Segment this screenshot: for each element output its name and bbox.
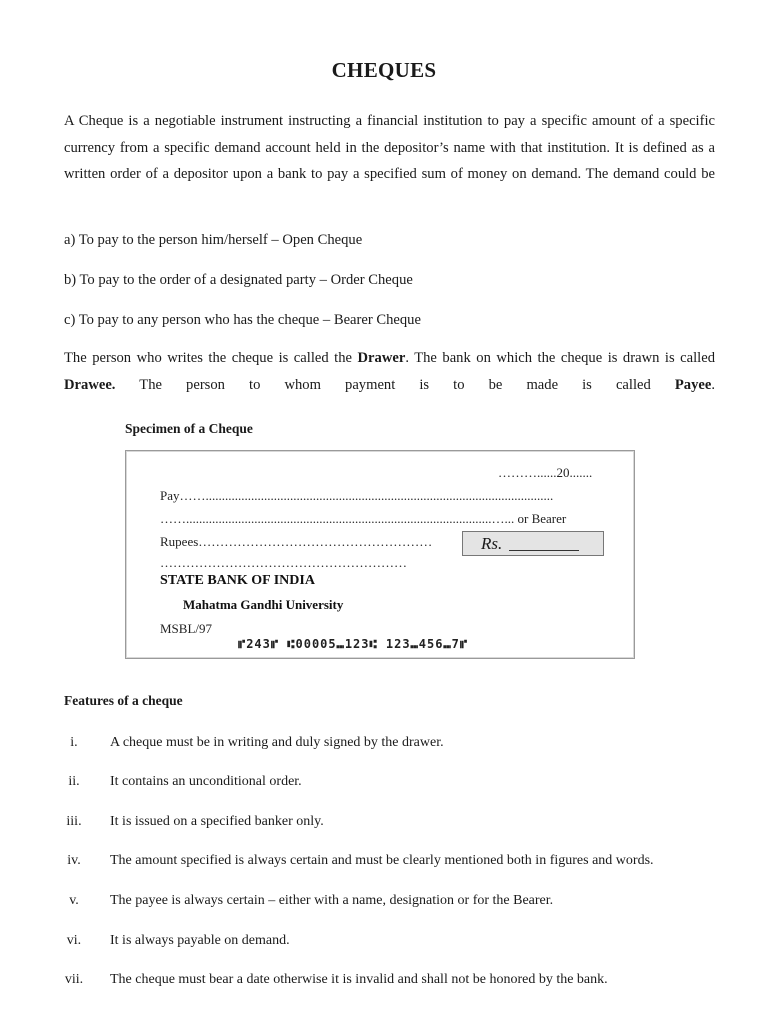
feature-number: vii. (64, 972, 84, 987)
features-heading: Features of a cheque (64, 693, 183, 708)
branch-name: Mahatma Gandhi University (183, 597, 344, 612)
demand-item: b) To pay to the order of a designated party – Order Cheque (64, 272, 413, 288)
specimen-label: Specimen of a Cheque (125, 421, 253, 436)
amount-underline (509, 550, 579, 551)
cheque-date-line: ………......20....... (498, 465, 593, 480)
feature-text: The amount specified is always certain and must be clearly mentioned both in figures and words. (110, 853, 654, 868)
payee-term: Payee (674, 376, 712, 393)
cheque-specimen (125, 450, 635, 659)
feature-number: v. (69, 893, 79, 908)
micr-line: ⑈243⑈ ⑆00005⑉123⑆ 123⑉456⑉7⑈ (238, 637, 469, 651)
feature-text: It is issued on a specified banker only. (110, 814, 324, 829)
feature-text: The payee is always certain – either with a name, designation or for the Bearer. (110, 893, 554, 908)
feature-text: It contains an unconditional order. (110, 774, 302, 789)
roles-text: The person to whom payment is to be made is called (115, 376, 675, 393)
feature-number: iv. (67, 853, 81, 868)
roles-text: . The bank on which the cheque is drawn is called (405, 350, 715, 366)
feature-number: iii. (66, 814, 82, 829)
demand-item: c) To pay to any person who has the cheque – Bearer Cheque (64, 312, 421, 328)
cheque-rupees-line-2: ………………………………………………… (160, 555, 407, 570)
feature-text: A cheque must be in writing and duly signed by the drawer. (110, 735, 444, 750)
drawee-term: Drawee. (64, 376, 116, 393)
feature-number: i. (70, 735, 78, 750)
intro-paragraph: A Cheque is a negotiable instrument instructing a financial institution to pay a specific amount of a specific currency from a specific demand account held in the depositor’s name with that institution. It is defined as a written order of a depositor upon a bank to pay a specified sum of money on demand. The demand could be (64, 113, 715, 182)
feature-text: It is always payable on demand. (110, 933, 290, 948)
page-title: CHEQUES (331, 58, 437, 82)
drawer-term: Drawer (357, 350, 406, 366)
cheque-code: MSBL/97 (160, 621, 213, 636)
cheque-amount-box (462, 531, 604, 556)
rs-label: Rs. (481, 534, 503, 553)
feature-number: vi. (66, 933, 82, 948)
cheque-rupees-line: Rupees……………………………………………… (160, 534, 433, 549)
cheque-pay-line: Pay……........................................................................................................... (160, 488, 554, 503)
roles-paragraph (64, 345, 715, 425)
feature-text: The cheque must bear a date otherwise it is invalid and shall not be honored by the bank. (110, 972, 608, 987)
roles-text: The person who writes the cheque is called the (64, 350, 358, 366)
cheque-bearer-line: ……..............................................................................................…... or Bearer (160, 511, 567, 526)
roles-text: . (711, 376, 715, 393)
demand-item: a) To pay to the person him/herself – Open Cheque (64, 232, 363, 248)
bank-name: STATE BANK OF INDIA (160, 573, 315, 588)
feature-number: ii. (68, 774, 80, 789)
